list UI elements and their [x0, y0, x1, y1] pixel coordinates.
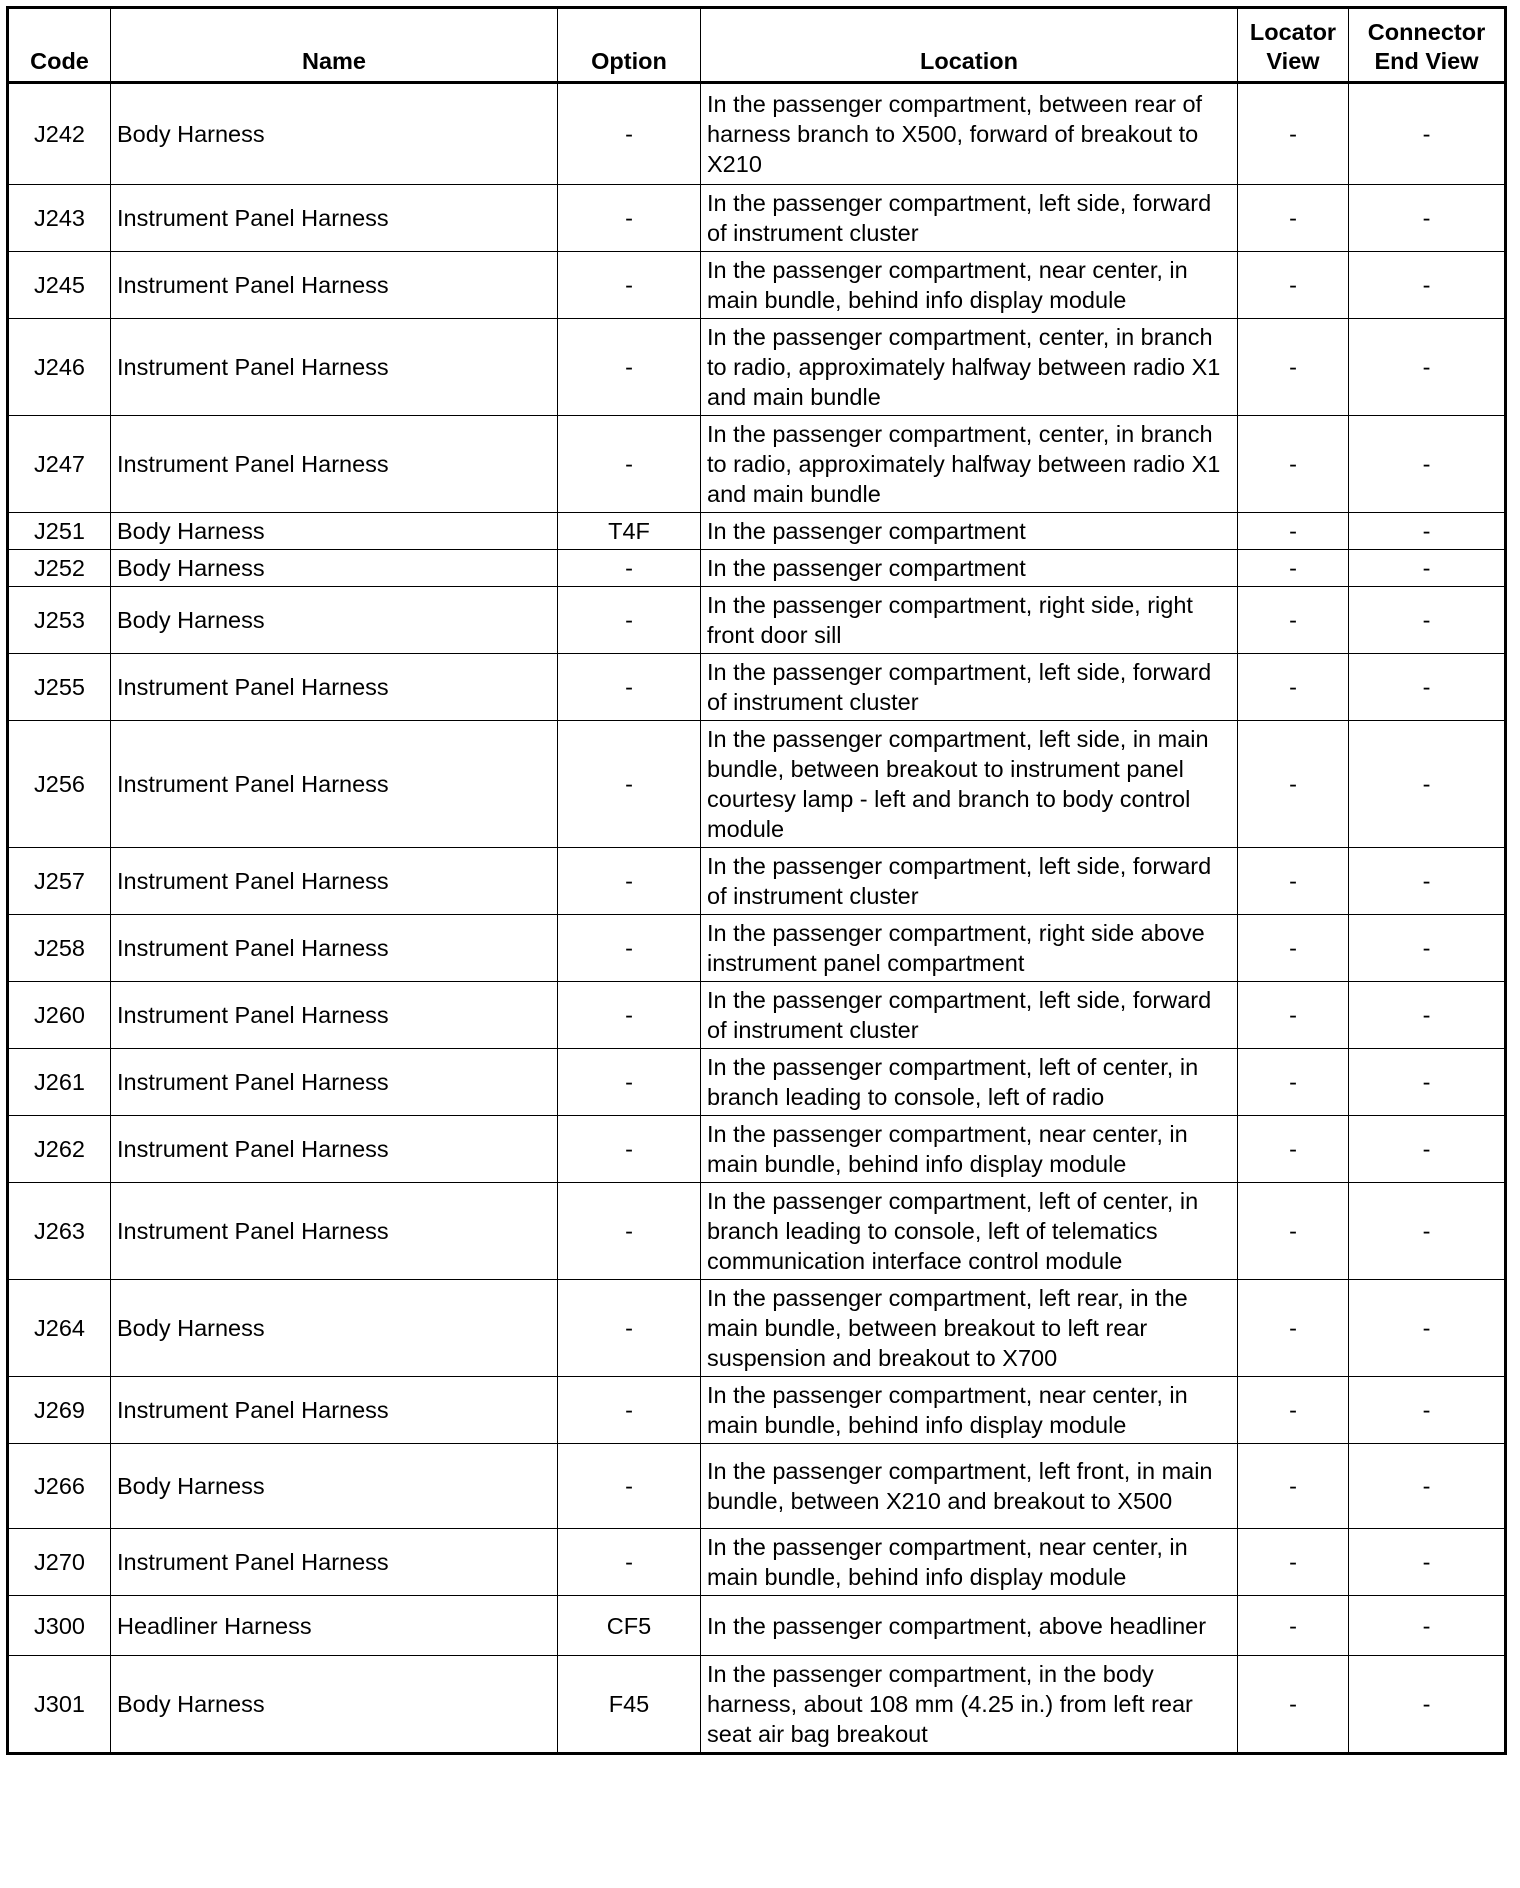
cell-connector-end-view: -	[1349, 915, 1506, 982]
cell-locator-view: -	[1238, 83, 1349, 185]
cell-connector-end-view: -	[1349, 319, 1506, 416]
cell-code: J261	[8, 1049, 111, 1116]
cell-option: -	[558, 1116, 701, 1183]
table-row	[8, 1596, 1506, 1656]
cell-location: In the passenger compartment, in the body harness, about 108 mm (4.25 in.) from left rear seat air bag breakout	[701, 1656, 1238, 1754]
cell-code: J246	[8, 319, 111, 416]
header-option: Option	[558, 8, 701, 83]
table-row	[8, 1529, 1506, 1596]
cell-location: In the passenger compartment, near center, in main bundle, behind info display module	[701, 1116, 1238, 1183]
cell-option: -	[558, 587, 701, 654]
header-connector-end-view: Connector End View	[1349, 8, 1506, 83]
cell-option: -	[558, 1377, 701, 1444]
cell-locator-view: -	[1238, 550, 1349, 587]
cell-location: In the passenger compartment, near center, in main bundle, behind info display module	[701, 1377, 1238, 1444]
table-row	[8, 915, 1506, 982]
cell-location: In the passenger compartment, left side, forward of instrument cluster	[701, 654, 1238, 721]
cell-code: J252	[8, 550, 111, 587]
cell-code: J270	[8, 1529, 111, 1596]
cell-locator-view: -	[1238, 1183, 1349, 1280]
cell-location: In the passenger compartment, right side above instrument panel compartment	[701, 915, 1238, 982]
header-code: Code	[8, 8, 111, 83]
cell-code: J247	[8, 416, 111, 513]
cell-name: Instrument Panel Harness	[111, 721, 558, 848]
cell-location: In the passenger compartment, left of center, in branch leading to console, left of radio	[701, 1049, 1238, 1116]
cell-name: Instrument Panel Harness	[111, 416, 558, 513]
cell-name: Body Harness	[111, 1444, 558, 1529]
cell-option: -	[558, 982, 701, 1049]
cell-code: J300	[8, 1596, 111, 1656]
cell-location: In the passenger compartment, near center, in main bundle, behind info display module	[701, 252, 1238, 319]
cell-name: Headliner Harness	[111, 1596, 558, 1656]
cell-code: J243	[8, 185, 111, 252]
cell-option: -	[558, 1183, 701, 1280]
cell-location: In the passenger compartment	[701, 550, 1238, 587]
table-row	[8, 513, 1506, 550]
cell-locator-view: -	[1238, 1444, 1349, 1529]
table-row	[8, 982, 1506, 1049]
cell-name: Body Harness	[111, 550, 558, 587]
cell-connector-end-view: -	[1349, 1116, 1506, 1183]
cell-name: Body Harness	[111, 83, 558, 185]
cell-location: In the passenger compartment, left of center, in branch leading to console, left of telematics communication interface control module	[701, 1183, 1238, 1280]
cell-location: In the passenger compartment, center, in branch to radio, approximately halfway between radio X1 and main bundle	[701, 319, 1238, 416]
header-name: Name	[111, 8, 558, 83]
cell-locator-view: -	[1238, 1280, 1349, 1377]
cell-code: J264	[8, 1280, 111, 1377]
table-row	[8, 1116, 1506, 1183]
cell-option: -	[558, 1444, 701, 1529]
table-row	[8, 83, 1506, 185]
cell-code: J255	[8, 654, 111, 721]
cell-option: -	[558, 319, 701, 416]
cell-locator-view: -	[1238, 1529, 1349, 1596]
cell-connector-end-view: -	[1349, 83, 1506, 185]
cell-connector-end-view: -	[1349, 982, 1506, 1049]
connector-table-sheet	[6, 6, 1507, 1755]
cell-locator-view: -	[1238, 587, 1349, 654]
cell-connector-end-view: -	[1349, 654, 1506, 721]
cell-code: J260	[8, 982, 111, 1049]
cell-name: Body Harness	[111, 513, 558, 550]
cell-option: -	[558, 1049, 701, 1116]
cell-location: In the passenger compartment, right side, right front door sill	[701, 587, 1238, 654]
cell-code: J262	[8, 1116, 111, 1183]
cell-location: In the passenger compartment, left side, forward of instrument cluster	[701, 185, 1238, 252]
cell-option: F45	[558, 1656, 701, 1754]
cell-name: Instrument Panel Harness	[111, 848, 558, 915]
cell-option: -	[558, 185, 701, 252]
cell-name: Body Harness	[111, 1656, 558, 1754]
header-row	[8, 8, 1506, 83]
cell-location: In the passenger compartment, above headliner	[701, 1596, 1238, 1656]
cell-name: Instrument Panel Harness	[111, 982, 558, 1049]
cell-option: T4F	[558, 513, 701, 550]
cell-name: Instrument Panel Harness	[111, 252, 558, 319]
cell-location: In the passenger compartment, near center, in main bundle, behind info display module	[701, 1529, 1238, 1596]
table-row	[8, 319, 1506, 416]
header-locator-view: Locator View	[1238, 8, 1349, 83]
cell-location: In the passenger compartment, left rear, in the main bundle, between breakout to left rear suspension and breakout to X700	[701, 1280, 1238, 1377]
table-row	[8, 654, 1506, 721]
cell-connector-end-view: -	[1349, 1280, 1506, 1377]
cell-option: -	[558, 1529, 701, 1596]
cell-connector-end-view: -	[1349, 185, 1506, 252]
cell-locator-view: -	[1238, 513, 1349, 550]
cell-option: -	[558, 416, 701, 513]
cell-name: Instrument Panel Harness	[111, 1116, 558, 1183]
cell-location: In the passenger compartment, left side, forward of instrument cluster	[701, 848, 1238, 915]
cell-locator-view: -	[1238, 319, 1349, 416]
cell-connector-end-view: -	[1349, 721, 1506, 848]
cell-name: Body Harness	[111, 1280, 558, 1377]
cell-option: -	[558, 550, 701, 587]
table-row	[8, 721, 1506, 848]
cell-name: Instrument Panel Harness	[111, 185, 558, 252]
cell-location: In the passenger compartment, center, in branch to radio, approximately halfway between radio X1 and main bundle	[701, 416, 1238, 513]
cell-connector-end-view: -	[1349, 1049, 1506, 1116]
cell-code: J301	[8, 1656, 111, 1754]
cell-name: Instrument Panel Harness	[111, 319, 558, 416]
cell-name: Instrument Panel Harness	[111, 1529, 558, 1596]
cell-locator-view: -	[1238, 915, 1349, 982]
cell-code: J251	[8, 513, 111, 550]
cell-locator-view: -	[1238, 416, 1349, 513]
table-row	[8, 1183, 1506, 1280]
cell-location: In the passenger compartment, between rear of harness branch to X500, forward of breakout to X210	[701, 83, 1238, 185]
table-row	[8, 550, 1506, 587]
cell-locator-view: -	[1238, 982, 1349, 1049]
cell-connector-end-view: -	[1349, 1596, 1506, 1656]
cell-locator-view: -	[1238, 1596, 1349, 1656]
cell-location: In the passenger compartment, left side, forward of instrument cluster	[701, 982, 1238, 1049]
cell-code: J256	[8, 721, 111, 848]
cell-code: J269	[8, 1377, 111, 1444]
cell-locator-view: -	[1238, 848, 1349, 915]
cell-option: -	[558, 654, 701, 721]
cell-name: Instrument Panel Harness	[111, 1183, 558, 1280]
cell-locator-view: -	[1238, 721, 1349, 848]
cell-location: In the passenger compartment	[701, 513, 1238, 550]
cell-code: J263	[8, 1183, 111, 1280]
cell-locator-view: -	[1238, 1116, 1349, 1183]
cell-connector-end-view: -	[1349, 848, 1506, 915]
cell-connector-end-view: -	[1349, 416, 1506, 513]
cell-option: -	[558, 721, 701, 848]
cell-connector-end-view: -	[1349, 252, 1506, 319]
cell-connector-end-view: -	[1349, 1183, 1506, 1280]
table-row	[8, 252, 1506, 319]
cell-option: CF5	[558, 1596, 701, 1656]
table-row	[8, 1656, 1506, 1754]
table-row	[8, 1444, 1506, 1529]
cell-connector-end-view: -	[1349, 1529, 1506, 1596]
cell-locator-view: -	[1238, 1049, 1349, 1116]
cell-code: J253	[8, 587, 111, 654]
cell-code: J266	[8, 1444, 111, 1529]
table-row	[8, 848, 1506, 915]
table-row	[8, 185, 1506, 252]
cell-name: Instrument Panel Harness	[111, 654, 558, 721]
cell-name: Body Harness	[111, 587, 558, 654]
cell-connector-end-view: -	[1349, 550, 1506, 587]
table-row	[8, 587, 1506, 654]
cell-code: J257	[8, 848, 111, 915]
cell-connector-end-view: -	[1349, 513, 1506, 550]
cell-location: In the passenger compartment, left front, in main bundle, between X210 and breakout to X500	[701, 1444, 1238, 1529]
cell-locator-view: -	[1238, 185, 1349, 252]
cell-code: J242	[8, 83, 111, 185]
header-location: Location	[701, 8, 1238, 83]
cell-locator-view: -	[1238, 1656, 1349, 1754]
cell-location: In the passenger compartment, left side, in main bundle, between breakout to instrument panel courtesy lamp - left and branch to body control module	[701, 721, 1238, 848]
cell-connector-end-view: -	[1349, 1444, 1506, 1529]
cell-name: Instrument Panel Harness	[111, 1377, 558, 1444]
connector-table	[6, 6, 1507, 1755]
cell-code: J258	[8, 915, 111, 982]
cell-option: -	[558, 252, 701, 319]
table-row	[8, 416, 1506, 513]
cell-code: J245	[8, 252, 111, 319]
cell-option: -	[558, 915, 701, 982]
table-body	[8, 83, 1506, 1754]
cell-option: -	[558, 83, 701, 185]
cell-option: -	[558, 848, 701, 915]
cell-locator-view: -	[1238, 252, 1349, 319]
cell-name: Instrument Panel Harness	[111, 1049, 558, 1116]
cell-locator-view: -	[1238, 1377, 1349, 1444]
cell-option: -	[558, 1280, 701, 1377]
cell-locator-view: -	[1238, 654, 1349, 721]
table-row	[8, 1377, 1506, 1444]
cell-connector-end-view: -	[1349, 1377, 1506, 1444]
cell-name: Instrument Panel Harness	[111, 915, 558, 982]
cell-connector-end-view: -	[1349, 587, 1506, 654]
table-row	[8, 1280, 1506, 1377]
table-row	[8, 1049, 1506, 1116]
cell-connector-end-view: -	[1349, 1656, 1506, 1754]
